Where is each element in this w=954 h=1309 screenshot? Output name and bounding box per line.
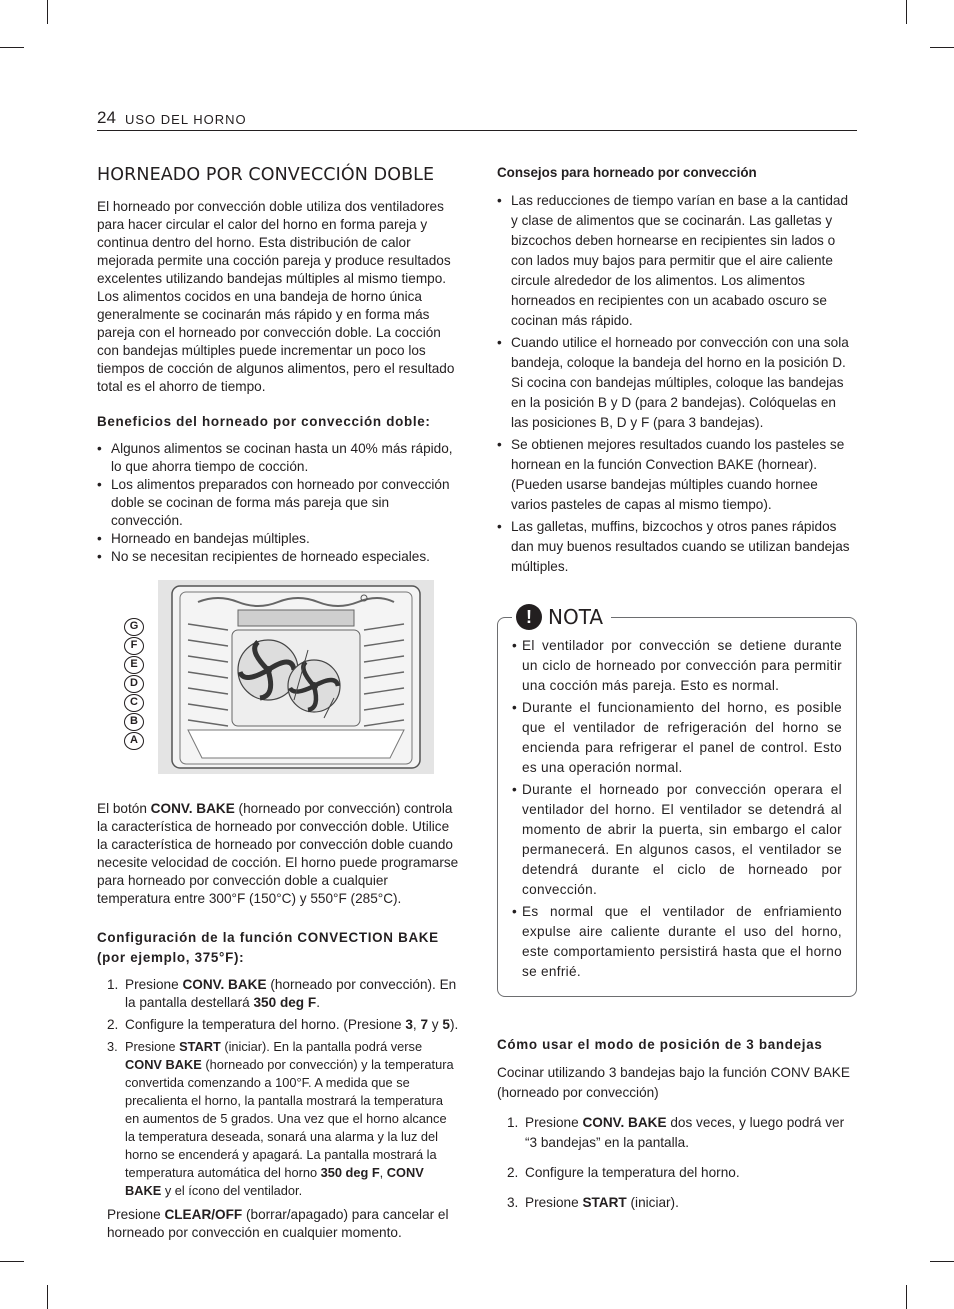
rack-label-g: G [124,618,144,636]
crop-mark [906,1285,907,1309]
cancel-paragraph: Presione CLEAR/OFF (borrar/apagado) para cancelar el horneado por convección en cualquier momento. [107,1207,449,1240]
crop-mark [47,0,48,24]
tips-list [497,191,857,577]
three-rack-heading: Cómo usar el modo de posición de 3 bandejas [497,1037,823,1052]
rack-label-f: F [124,637,144,655]
left-column [97,166,459,1242]
note-label: NOTA [548,605,604,629]
list-item: • Las reducciones de tiempo varían en base a la cantidad y clase de alimentos que se cocinarán. Las galletas y bizcochos deben hornearse en recipientes sin lados o con lados muy bajos para permitir que el aire caliente circule alrededor de los alimentos. Los alimentos horneados en recipientes con un acabado oscuro se cocinan más rápido. [497,191,857,331]
list-item: 1. Presione CONV. BAKE dos veces, y luego podrá ver “3 bandejas” en la pantalla. [507,1115,845,1150]
exclamation-icon: ! [516,604,542,630]
list-item: • Durante el horneado por convección operara el ventilador del horno. El ventilador se detendrá al momento de abrir la puerta, sin embargo el calor permanecerá. En algunos casos, el ventilador se detendrá durante el ciclo de horneado por convección. [512,780,842,900]
oven-diagram [129,580,434,774]
conv-bake-paragraph: El botón CONV. BAKE (horneado por convección) controla la característica de horneado por convección doble. Utilice la característica de horneado por convección doble cuando necesite velocidad de cocción. El horno puede programarse para horneado por convección doble a cualquier temperatura entre 300°F (150°C) y 550°F (285°C). [97,801,459,906]
crop-mark [930,1261,954,1262]
list-item: • Se obtienen mejores resultados cuando los pasteles se hornean en la función Convection BAKE (hornear). (Pueden usarse bandejas múltiples cuando hornee varios pasteles de capas al mismo tiempo). [497,435,857,515]
right-column [497,163,857,1223]
rack-label-c: C [124,694,144,712]
list-item: • Algunos alimentos se cocinan hasta un 40% más rápido, lo que ahorra tiempo de cocción. [97,440,459,476]
list-item: 2. Configure la temperatura del horno. [507,1165,740,1180]
section-title: USO DEL HORNO [125,112,247,127]
oven-illustration [158,580,434,774]
list-item: 2. Configure la temperatura del horno. (Presione 3, 7 y 5). [107,1017,459,1032]
three-rack-intro: Cocinar utilizando 3 bandejas bajo la función CONV BAKE (horneado por convección) [497,1065,850,1100]
rack-labels [124,618,144,751]
crop-mark [47,1285,48,1309]
list-item: 3. Presione START (iniciar). En la pantalla podrá verse CONV BAKE (horneado por convección) y la temperatura convertida comenzando a 100°F. A medida que se precalienta el horno, la pantalla mostrará la temperatura en aumentos de 5 grados. Una vez que el horno alcance la temperatura deseada, sonará una alarma y la luz del horno se encenderá y apagará. La pantalla mostrará la temperatura automática del horno 350 deg F, CONV BAKE y el ícono del ventilador. [107,1039,454,1198]
list-item: • Los alimentos preparados con horneado por convección doble se cocinan de forma más pareja que sin convección. [97,476,459,530]
list-item: 3. Presione START (iniciar). [507,1195,679,1210]
benefits-list [97,440,459,566]
section-heading: HORNEADO POR CONVECCIÓN DOBLE [97,165,435,185]
three-rack-steps [497,1113,857,1213]
crop-mark [0,47,24,48]
list-item: • Cuando utilice el horneado por convección con una sola bandeja, coloque la bandeja del horno en la posición D. Si cocina con bandejas múltiples, coloque las bandejas en la posición B y D (para 2 bandejas). Colóquelas en las posiciones B, D y F (para 3 bandejas). [497,333,857,433]
note-box [497,605,857,997]
page-number: 24 [97,108,116,127]
rack-label-a: A [124,732,144,750]
intro-paragraph: El horneado por convección doble utiliza dos ventiladores para hacer circular el calor del horno en forma pareja y continua dentro del horno. Esta distribución de calor mejorada permite una cocción pareja y produce resultados excelentes utilizando bandejas múltiples al mismo tiempo. Los alimentos cocidos en una bandeja de horno única generalmente se cocinarán más rápido y en forma más pareja con el horneado por convección doble. La cocción con bandejas múltiples puede incrementar un poco los tiempos de cocción de algunos alimentos, pero el resultado total es el ahorro de tiempo. [97,199,455,394]
tips-heading: Consejos para horneado por convección [497,165,757,180]
page-header [97,108,857,131]
note-title [512,604,611,630]
note-list [512,636,842,982]
rack-label-d: D [124,675,144,693]
fan-right-icon [288,660,340,712]
list-item: • Es normal que el ventilador de enfriamiento expulse aire caliente durante el uso del horno, este comportamiento persistirá hasta que el horno se enfrié. [512,902,842,982]
list-item: • Horneado en bandejas múltiples. [97,530,459,548]
list-item: • Las galletas, muffins, bizcochos y otros panes rápidos dan muy buenos resultados cuando se utilizan bandejas múltiples. [497,517,857,577]
rack-label-e: E [124,656,144,674]
list-item: • No se necesitan recipientes de horneado especiales. [97,548,459,566]
crop-mark [906,0,907,24]
config-steps [97,976,459,1200]
list-item: • El ventilador por convección se detiene durante un ciclo de horneado por convección para permitir una cocción más pareja. Esto es normal. [512,636,842,696]
crop-mark [930,47,954,48]
benefits-heading: Beneficios del horneado por convección doble: [97,414,431,429]
rack-label-b: B [124,713,144,731]
list-item: 1. Presione CONV. BAKE (horneado por convección). En la pantalla destellará 350 deg F. [107,977,457,1010]
config-heading: Configuración de la función CONVECTION BAKE (por ejemplo, 375°F): [97,930,439,965]
list-item: • Durante el funcionamiento del horno, es posible que el ventilador de refrigeración del horno se encienda para refrigerar el panel de control. Esto es una operación normal. [512,698,842,778]
crop-mark [0,1261,24,1262]
